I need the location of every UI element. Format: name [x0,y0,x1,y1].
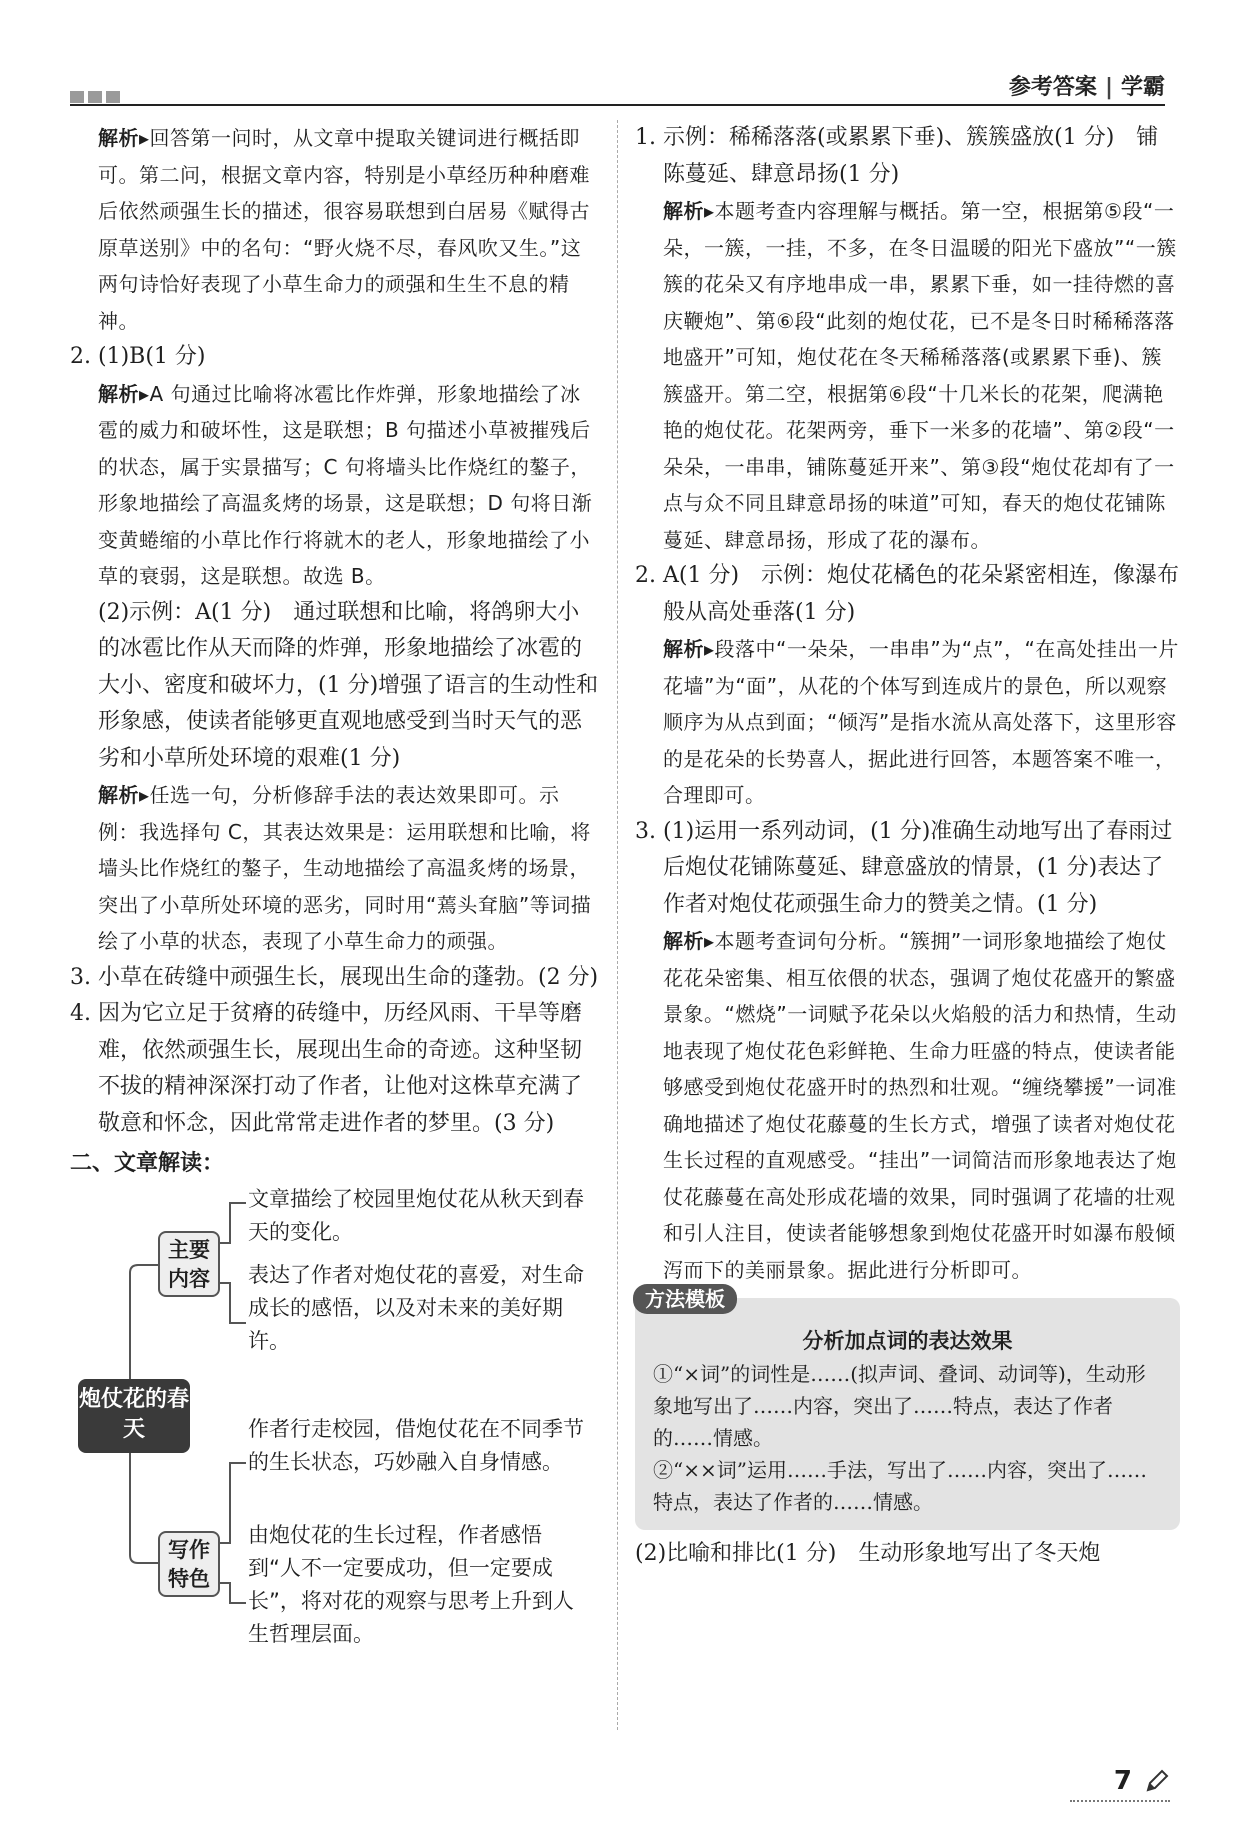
answer-q2-1: 2. (1)B(1 分) [70,344,206,369]
page-number: 7 [1113,1766,1132,1796]
right-column [635,120,1180,1573]
method-template [635,1287,1180,1530]
method-template-tag: 方法模板 [633,1284,737,1314]
header-rule [70,104,1165,106]
mind-map-content-2: 表达了作者对炮仗花的喜爱，对生命成长的感悟，以及对未来的美好期许。 [248,1262,584,1353]
answer-q4: 4. 因为它立足于贫瘠的砖缝中，历经风雨、干旱等磨难，依然顽强生长，展现出生命的奇迹。这种坚韧不拔的精神深深打动了作者，让他对这株草充满了敬意和怀念，因此常常走进作者的梦里。(3 分) [70,1001,583,1136]
header-label: 参考答案 [1008,75,1097,100]
analysis-q1: 解析▸回答第一问时，从文章中提取关键词进行概括即可。第二问，根据文章内容，特别是小草经历种种磨难后依然顽强生长的描述，很容易联想到白居易《赋得古原草送别》中的名句：“野火烧不尽，春风吹又生。”这两句诗恰好表现了小草生命力的顽强和生生不息的精神。 [98,126,590,333]
footer-rule [1070,1800,1170,1802]
analysis-r3: 解析▸本题考查词句分析。“簇拥”一词形象地描绘了炮仗花花朵密集、相互依偎的状态，强调了炮仗花盛开的繁盛景象。“燃烧”一词赋予花朵以火焰般的活力和热情，生动地表现了炮仗花色彩鲜艳、生命力旺盛的特点，使读者能够感受到炮仗花盛开时的热烈和壮观。“缠绕攀援”一词准确地描述了炮仗花藤蔓的生长方式，增强了读者对炮仗花生长过程的直观感受。“挂出”一词简洁而形象地表达了炮仗花藤蔓在高处形成花墙的效果，同时强调了花墙的壮观和引人注目，使读者能够想象到炮仗花盛开时如瀑布般倾泻而下的美丽景象。据此进行分析即可。 [663,929,1177,1282]
answer-r1: 1. 示例：稀稀落落(或累累下垂)、簇簇盛放(1 分) 铺陈蔓延、肆意昂扬(1 分) [635,125,1159,187]
mind-map-style-2: 由炮仗花的生长过程，作者感悟到“人不一定要成功，但一定要成长”，将对花的观察与思考上升到人生哲理层面。 [248,1522,574,1646]
mind-map [70,1183,600,1653]
answer-q2-2: (2)示例：A(1 分) 通过联想和比喻，将鸽卵大小的冰雹比作从天而降的炸弹，形象地描绘了冰雹的大小、密度和破坏力，(1 分)增强了语言的生动性和形象感，使读者能够更直观地感受到当时天气的恶劣和小草所处环境的艰难(1 分) [98,599,599,771]
header-title: 参考答案 | 学霸 [1008,75,1165,100]
mind-map-root: 炮仗花的春天 [78,1379,190,1453]
analysis-q2-2: 解析▸任选一句，分析修辞手法的表达效果即可。示例：我选择句 C，其表达效果是：运用联想和比喻，将墙头比作烧红的鏊子，生动地描绘了高温炙烤的场景，突出了小草所处环境的恶劣，同时用“蔫头耷脑”等词描绘了小草的状态，表现了小草生命力的顽强。 [98,783,592,953]
mind-map-content-1: 文章描绘了校园里炮仗花从秋天到春天的变化。 [248,1186,584,1244]
answer-r2: 2. A(1 分) 示例：炮仗花橘色的花朵紧密相连，像瀑布般从高处垂落(1 分) [635,563,1180,625]
analysis-r1: 解析▸本题考查内容理解与概括。第一空，根据第⑤段“一朵，一簇，一挂，不多，在冬日温暖的阳光下盛放”“一簇簇的花朵又有序地串成一串，累累下垂，如一挂待燃的喜庆鞭炮”、第⑥段“此刻的炮仗花，已不是冬日时稀稀落落地盛开”可知，炮仗花在冬天稀稀落落(或累累下垂)、簇簇盛开。第二空，根据第⑥段“十几米长的花架，爬满艳艳的炮仗花。花架两旁，垂下一米多的花墙”、第②段“一朵朵，一串串，铺陈蔓延开来”、第③段“炮仗花却有了一点与众不同且肆意昂扬的味道”可知，春天的炮仗花铺陈蔓延、肆意昂扬，形成了花的瀑布。 [663,199,1177,552]
mind-map-node-style: 写作特色 [158,1531,220,1597]
method-template-title: 分析加点词的表达效果 [802,1329,1013,1353]
answer-r3: 3. (1)运用一系列动词，(1 分)准确生动地写出了春雨过后炮仗花铺陈蔓延、肆意盛放的情景，(1 分)表达了作者对炮仗花顽强生命力的赞美之情。(1 分) [635,818,1173,917]
column-divider [617,120,618,1730]
analysis-r2: 解析▸段落中“一朵朵，一串串”为“点”，“在高处挂出一片花墙”为“面”，从花的个体写到连成片的景色，所以观察顺序为从点到面；“倾泻”是指水流从高处落下，这里形容的是花朵的长势喜人，据此进行回答，本题答案不唯一，合理即可。 [663,637,1179,807]
answer-q3: 3. 小草在砖缝中顽强生长，展现出生命的蓬勃。(2 分) [70,964,599,990]
answer-r3-2: (2)比喻和排比(1 分) 生动形象地写出了冬天炮 [635,1541,1101,1566]
mind-map-node-content: 主要内容 [158,1231,220,1297]
analysis-q2-1: 解析▸A 句通过比喻将冰雹比作炸弹，形象地描绘了冰雹的威力和破坏性，这是联想；B 句描述小草被摧残后的状态，属于实景描写；C 句将墙头比作烧红的鏊子，形象地描绘了高温炙烤的场景，这是联想；D 句将日渐变黄蜷缩的小草比作行将就木的老人，形象地描绘了小草的衰弱，这是联想。故选 B。 [98,381,593,588]
left-column [70,120,600,1653]
method-template-item-2: ②“××词”运用……手法，写出了……内容，突出了……特点，表达了作者的……情感。 [653,1458,1147,1514]
mind-map-style-1: 作者行走校园，借炮仗花在不同季节的生长状态，巧妙融入自身情感。 [248,1416,584,1474]
pencil-icon [1144,1768,1170,1794]
section-title: 二、文章解读： [70,1151,225,1176]
method-template-item-1: ①“×词”的词性是……(拟声词、叠词、动词等)，生动形象地写出了……内容，突出了……特点，表达了作者的……情感。 [653,1362,1146,1450]
header-brand: 学霸 [1120,75,1165,100]
